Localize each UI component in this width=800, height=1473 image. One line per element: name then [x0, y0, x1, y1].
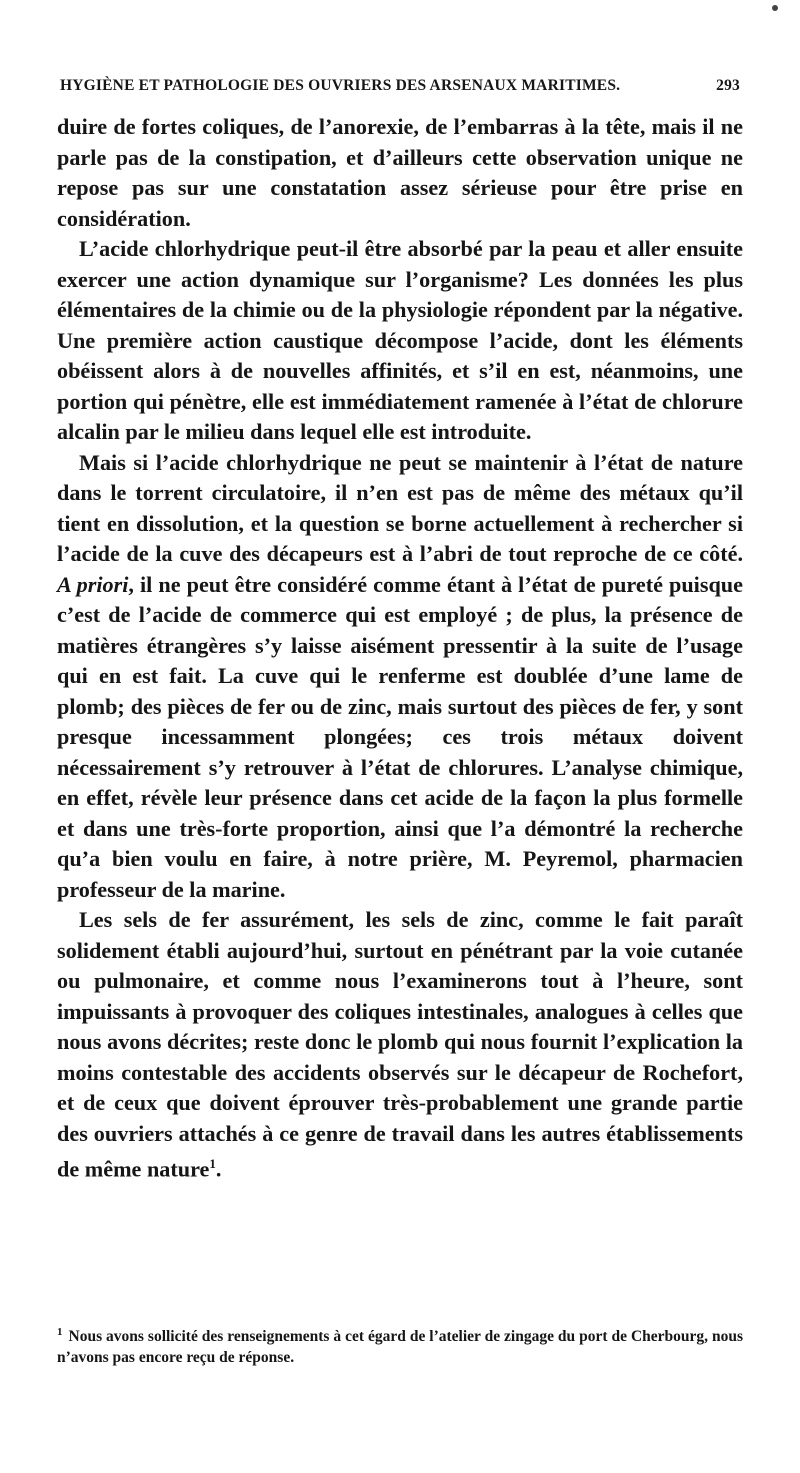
paragraph-4-text: Les sels de fer assurément, les sels de zinc, comme le fait paraît solidement établi aujourd’hui, surtout en pénétrant par la voie cutanée ou pulmonaire, et comme nous l’examinerons tout à l’heure, sont impuissants à provoquer des coliques intestinales, analogues à celles que nous avons décrites; reste donc le plomb qui nous fournit l’explication la moins contestable des accidents observés sur le décapeur de Rochefort, et de ceux que doivent éprouver très-probablement une grande partie des ouvriers attachés à ce genre de travail dans les autres établissements de même nature	[57, 907, 743, 1182]
paragraph-2: L’acide chlorhydrique peut-il être absorbé par la peau et aller ensuite exercer une action dynamique sur l’organisme? Les données les plus élémentaires de la chimie ou de la physiologie répondent par la négative. Une première action caustique décompose l’acide, dont les éléments obéissent alors à de nouvelles affinités, et s’il en est, néanmoins, une portion qui pénètre, elle est immédiatement ramenée à l’état de chlorure alcalin par le milieu dans lequel elle est introduite.	[57, 236, 743, 444]
paragraph-3-end: , il ne peut être considéré comme étant à l’état de pureté puisque c’est de l’acide de commerce qui est employé ; de plus, la présence de matières étrangères s’y laisse aisément pressentir à la suite de l’usage qui en est fait. La cuve qui le renferme est doublée d’une lame de plomb; des pièces de fer ou de zinc, mais surtout des pièces de fer, y sont presque incessamment plongées; ces trois métaux doivent nécessairement s’y retrouver à l’état de chlorures. L’analyse chimique, en effet, révèle leur présence dans cet acide de la façon la plus formelle et dans une très-forte proportion, ainsi que l’a démontré la recherche qu’a bien voulu en faire, à notre prière, M. Peyremol, pharmacien professeur de la marine.	[57, 571, 743, 902]
body-text	[57, 112, 743, 1185]
footnote	[57, 1322, 743, 1368]
footnote-text: Nous avons sollicité des renseignements à cet égard de l’atelier de zingage du port de Cherbourg, nous n’avons pas encore reçu de réponse.	[57, 1328, 743, 1367]
paragraph-3	[57, 448, 743, 906]
page-number: 293	[716, 77, 740, 94]
italic-phrase: A priori	[57, 571, 129, 597]
paragraph-3-start: Mais si l’acide chlorhydrique ne peut se maintenir à l’état de nature dans le torrent circulatoire, il n’en est pas de même des métaux qu’il tient en dissolution, et la question se borne actuellement à rechercher si l’acide de la cuve des décapeurs est à l’abri de tout reproche de ce côté.	[57, 449, 743, 566]
paragraph-4	[57, 905, 743, 1185]
paragraph-1: duire de fortes coliques, de l’anorexie, de l’embarras à la tête, mais il ne parle pas de la constipation, et d’ailleurs cette observation unique ne repose pas sur une constatation assez sérieuse pour être prise en considération.	[57, 114, 743, 231]
paragraph-4-end: .	[215, 1156, 222, 1182]
running-header	[60, 77, 740, 101]
running-title: HYGIÈNE ET PATHOLOGIE DES OUVRIERS DES ARSENAUX MARITIMES.	[60, 77, 621, 94]
footnote-reference: 1	[209, 1156, 216, 1171]
ink-speck	[772, 5, 778, 11]
footnote-mark: 1	[57, 1326, 63, 1338]
